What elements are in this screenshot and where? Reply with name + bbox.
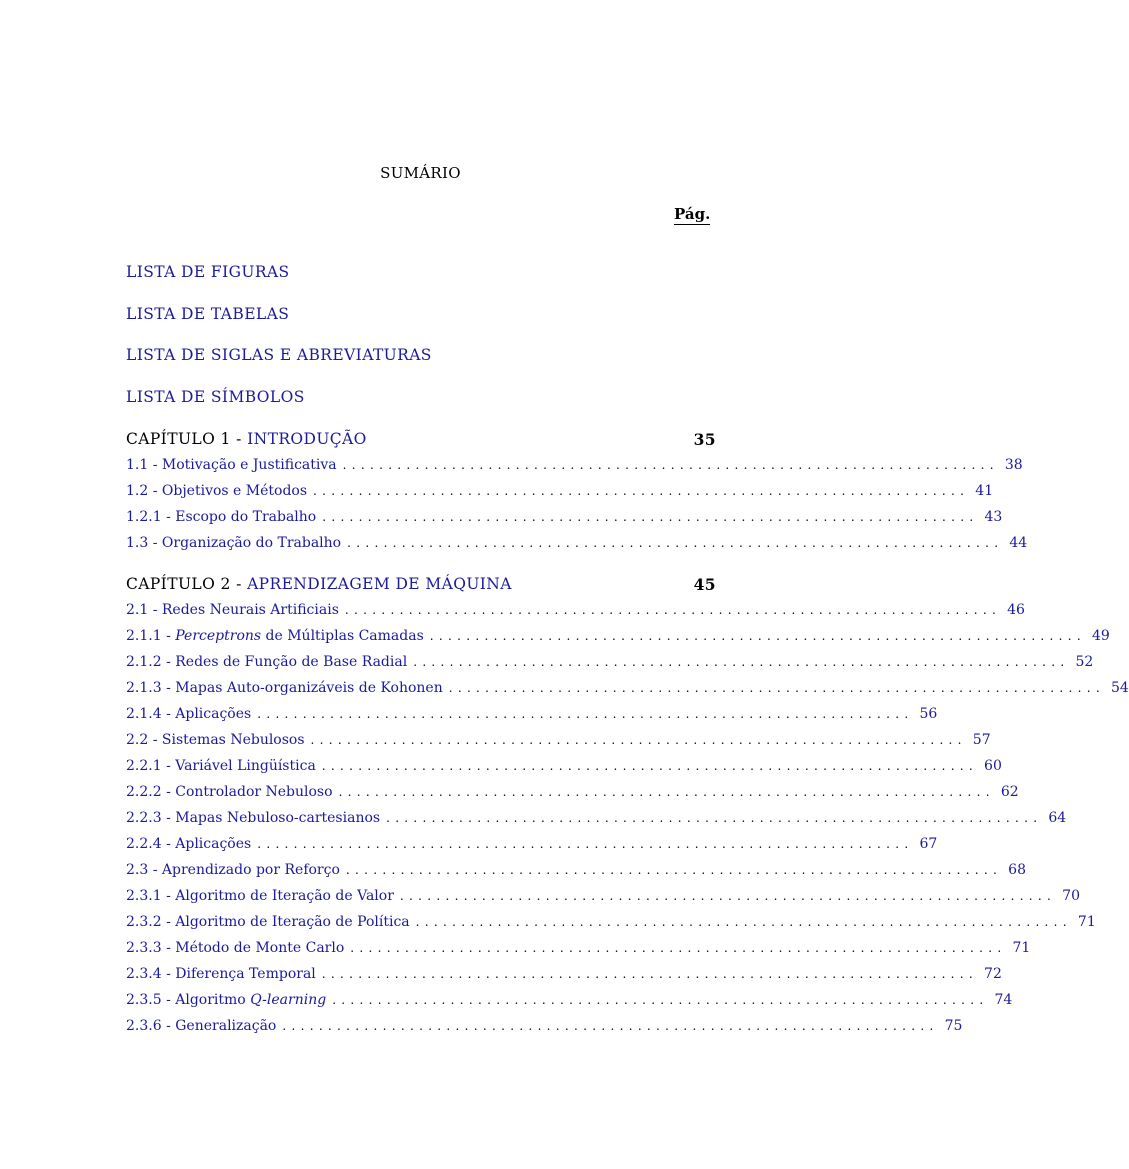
dot-leader: ........................................................................ [386, 811, 1043, 825]
toc-entry-page[interactable]: 71 [1012, 940, 1031, 956]
toc-entry[interactable] [126, 940, 1031, 960]
toc-entry-text[interactable]: 2.3.2 - Algoritmo de Iteração de Política [126, 914, 410, 930]
toc-entry[interactable] [126, 992, 1013, 1012]
toc-entry[interactable] [126, 966, 1002, 986]
toc-entry[interactable] [126, 758, 1002, 778]
toc-entry-text[interactable]: 2.2.4 - Aplicações [126, 836, 252, 852]
dot-leader: ........................................................................ [257, 837, 914, 851]
dot-leader: ........................................................................ [342, 458, 999, 472]
toc-entry-page[interactable]: 60 [984, 758, 1002, 774]
dot-leader: ........................................................................ [344, 603, 1002, 617]
dot-leader: ........................................................................ [429, 629, 1087, 643]
toc-entry-page[interactable]: 41 [975, 483, 994, 499]
toc-entry[interactable] [126, 654, 1094, 674]
dot-leader: ........................................................................ [338, 785, 995, 799]
chapter-label: CAPÍTULO 1 - [126, 430, 242, 448]
chapter-page: 35 [693, 430, 716, 449]
dot-leader: ........................................................................ [350, 941, 1007, 955]
toc-entry-text[interactable]: 2.2.1 - Variável Lingüística [126, 758, 316, 774]
toc-entry-text[interactable]: 2.2.2 - Controlador Nebuloso [126, 784, 333, 800]
page-column-header: Pág. [674, 205, 711, 223]
dot-leader: ........................................................................ [448, 681, 1105, 695]
toc-entry-page[interactable]: 46 [1007, 602, 1025, 618]
toc-entry-page[interactable]: 57 [972, 732, 991, 748]
toc-entry[interactable] [126, 732, 991, 752]
toc-entry-page[interactable]: 56 [919, 706, 938, 722]
toc-list-abbreviations[interactable]: LISTA DE SIGLAS E ABREVIATURAS [126, 346, 432, 364]
toc-entry-page[interactable]: 62 [1000, 784, 1019, 800]
toc-entry-text[interactable]: 2.3.3 - Método de Monte Carlo [126, 940, 345, 956]
toc-entry-text[interactable]: 2.1 - Redes Neurais Artificiais [126, 602, 339, 618]
chapter-title[interactable]: APRENDIZAGEM DE MÁQUINA [247, 575, 512, 593]
toc-entry-text[interactable]: 2.3.1 - Algoritmo de Iteração de Valor [126, 888, 394, 904]
toc-entry-text[interactable]: 2.3 - Aprendizado por Reforço [126, 862, 340, 878]
toc-entry-text[interactable]: 1.1 - Motivação e Justificativa [126, 457, 337, 473]
toc-entry-text[interactable]: 2.1.4 - Aplicações [126, 706, 252, 722]
dot-leader: ........................................................................ [332, 993, 989, 1007]
toc-entry-page[interactable]: 38 [1004, 457, 1023, 473]
toc-entry-page[interactable]: 54 [1110, 680, 1129, 696]
dot-leader: ........................................................................ [415, 915, 1072, 929]
toc-entry-page[interactable]: 75 [944, 1018, 963, 1034]
toc-entry-page[interactable]: 64 [1048, 810, 1067, 826]
toc-entry[interactable] [126, 914, 1096, 934]
toc-entry-text[interactable]: 1.2.1 - Escopo do Trabalho [126, 509, 317, 525]
toc-chapter-1[interactable] [126, 430, 716, 449]
dot-leader: ........................................................................ [345, 863, 1003, 877]
dot-leader: ........................................................................ [257, 707, 914, 721]
toc-entry[interactable] [126, 509, 1003, 529]
dot-leader: ........................................................................ [321, 759, 979, 773]
toc-entry[interactable] [126, 810, 1067, 830]
toc-entry[interactable] [126, 457, 1023, 477]
toc-entry-text[interactable]: 2.3.6 - Generalização [126, 1018, 277, 1034]
toc-entry-page[interactable]: 67 [919, 836, 938, 852]
toc-entry-text[interactable]: 1.2 - Objetivos e Métodos [126, 483, 308, 499]
toc-entry-page[interactable]: 49 [1092, 628, 1110, 644]
dot-leader: ........................................................................ [347, 536, 1004, 550]
chapter-title[interactable]: INTRODUÇÃO [247, 430, 367, 448]
page-title: SUMÁRIO [380, 164, 461, 182]
toc-entry[interactable] [126, 535, 1028, 555]
toc-chapter-2[interactable] [126, 575, 716, 594]
toc-entry-page[interactable]: 52 [1075, 654, 1094, 670]
toc-entry-text[interactable]: 2.2.3 - Mapas Nebuloso-cartesianos [126, 810, 381, 826]
toc-entry-page[interactable]: 71 [1077, 914, 1096, 930]
toc-entry[interactable] [126, 836, 938, 856]
toc-list-tables[interactable]: LISTA DE TABELAS [126, 305, 290, 323]
toc-entry-text[interactable]: 2.2 - Sistemas Nebulosos [126, 732, 305, 748]
toc-entry[interactable] [126, 602, 1025, 622]
chapter-page: 45 [693, 575, 716, 594]
toc-entry-text[interactable]: 2.3.5 - Algoritmo Q-learning [126, 992, 327, 1008]
dot-leader: ........................................................................ [310, 733, 967, 747]
toc-entry-page[interactable]: 74 [994, 992, 1013, 1008]
toc-entry[interactable] [126, 784, 1019, 804]
toc-entry[interactable] [126, 680, 1129, 700]
toc-entry-text[interactable]: 2.1.1 - Perceptrons de Múltiplas Camadas [126, 628, 424, 644]
toc-list-figures[interactable]: LISTA DE FIGURAS [126, 263, 290, 281]
toc-entry-page[interactable]: 44 [1009, 535, 1028, 551]
dot-leader: ........................................................................ [321, 967, 979, 981]
toc-entry[interactable] [126, 628, 1110, 648]
toc-entry-text[interactable]: 2.3.4 - Diferença Temporal [126, 966, 316, 982]
toc-entry-page[interactable]: 43 [984, 509, 1003, 525]
toc-entry[interactable] [126, 1018, 963, 1038]
toc-entry-page[interactable]: 70 [1062, 888, 1080, 904]
toc-entry[interactable] [126, 706, 938, 726]
dot-leader: ........................................................................ [313, 484, 970, 498]
toc-entry-page[interactable]: 68 [1008, 862, 1026, 878]
toc-entry[interactable] [126, 483, 994, 503]
chapter-label: CAPÍTULO 2 - [126, 575, 242, 593]
toc-entry-text[interactable]: 2.1.2 - Redes de Função de Base Radial [126, 654, 408, 670]
dot-leader: ........................................................................ [413, 655, 1070, 669]
toc-entry[interactable] [126, 888, 1080, 908]
dot-leader: ........................................................................ [282, 1019, 939, 1033]
toc-entry[interactable] [126, 862, 1026, 882]
toc-entry-text[interactable]: 2.1.3 - Mapas Auto-organizáveis de Kohonen [126, 680, 443, 696]
dot-leader: ........................................................................ [399, 889, 1057, 903]
dot-leader: ........................................................................ [322, 510, 979, 524]
toc-entry-text[interactable]: 1.3 - Organização do Trabalho [126, 535, 342, 551]
toc-list-symbols[interactable]: LISTA DE SÍMBOLOS [126, 388, 305, 406]
toc-entry-page[interactable]: 72 [984, 966, 1002, 982]
